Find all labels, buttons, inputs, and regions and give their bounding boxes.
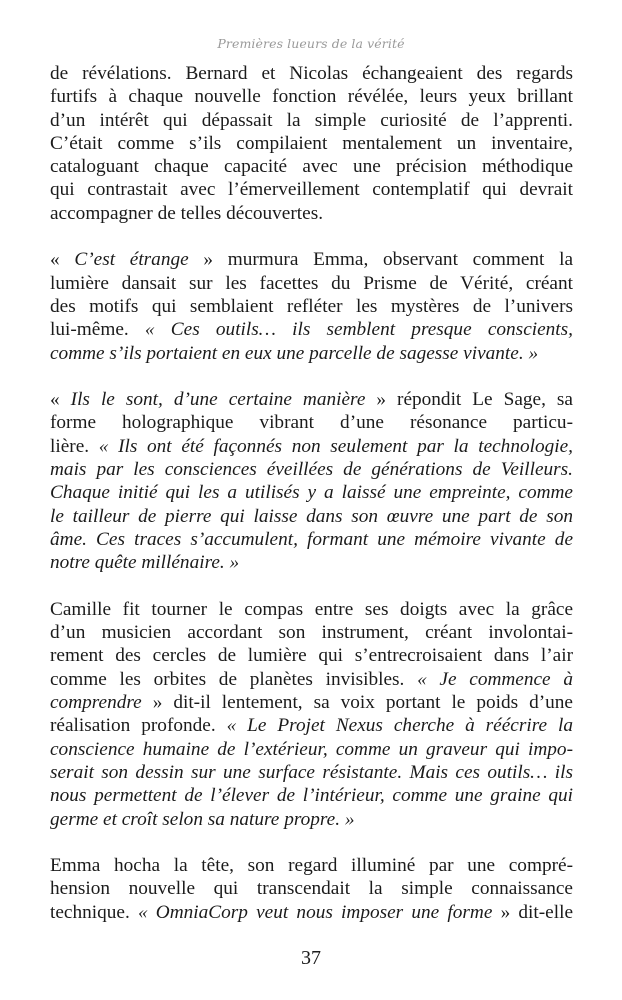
text-line (50, 761, 573, 784)
text-run: technique. (50, 901, 138, 923)
italic-text: serait son dessin sur une surface résistante. Mais ces outils… ils (50, 761, 573, 783)
text-run: des motifs qui semblaient refléter les mystères de l’univers (50, 295, 573, 317)
text-line (50, 505, 573, 528)
text-run: Emma hocha la tête, son regard illuminé par une compré- (50, 855, 573, 877)
text-line (50, 808, 573, 831)
text-run: d’un intérêt qui dépassait la simple curiosité de l’apprenti. (50, 109, 573, 131)
text-line (50, 155, 573, 178)
text-run: C’était comme s’ils compilaient mentalement un inventaire, (50, 132, 573, 154)
text-line (50, 318, 573, 341)
italic-text: « Ils ont été façonnés non seulement par la technologie, (98, 435, 573, 457)
text-run: lière. (50, 435, 99, 457)
text-run: accompagner de telles découvertes. (50, 202, 324, 224)
text-line (50, 738, 573, 761)
italic-text: germe et croît selon sa nature propre. » (50, 808, 355, 830)
text-run: » dit-il lentement, sa voix portant le poids d’une (141, 692, 573, 714)
text-line (50, 272, 573, 295)
italic-text: mais par les consciences éveillées de générations de Veilleurs. (50, 459, 573, 481)
page-number: 37 (301, 947, 321, 969)
italic-text: le tailleur de pierre qui laisse dans son œuvre une part de son (50, 505, 573, 527)
text-line (50, 458, 573, 481)
text-line (50, 644, 573, 667)
text-run: qui contrastait avec l’émerveillement contemplatif qui devrait (50, 179, 573, 201)
text-line (50, 714, 573, 737)
text-line (50, 551, 573, 574)
text-run: d’un musicien accordant son instrument, créant involontai- (50, 622, 573, 644)
text-line (50, 202, 573, 225)
text-line (50, 621, 573, 644)
text-run: de révélations. Bernard et Nicolas échangeaient des regards (50, 63, 573, 84)
text-line (50, 784, 573, 807)
text-line (50, 62, 573, 85)
text-run: lui-même. (50, 319, 145, 341)
italic-text: Ils le sont, d’une certaine manière (70, 389, 366, 411)
text-line (50, 528, 573, 551)
text-line (50, 901, 573, 924)
italic-text: « Ces outils… ils semblent presque conscients, (144, 319, 573, 341)
text-run: » murmura Emma, observant comment la (188, 249, 574, 271)
text-line (50, 295, 573, 318)
text-line (50, 435, 573, 458)
text-line (50, 854, 573, 877)
italic-text: Chaque initié qui les a utilisés y a laissé une empreinte, comme (50, 482, 573, 504)
italic-text: âme. Ces traces s’accumulent, formant une mémoire vivante de (50, 528, 573, 550)
text-line (50, 388, 573, 411)
text-line (50, 342, 573, 365)
italic-text: notre quête millénaire. » (50, 552, 240, 574)
italic-text: « OmniaCorp veut nous imposer une forme (137, 901, 493, 923)
italic-text: « Le Projet Nexus cherche à réécrire la (226, 715, 573, 737)
paragraph (50, 854, 573, 924)
text-line (50, 109, 573, 132)
text-run: forme holographique vibrant d’une résonance particu- (50, 412, 573, 434)
text-line (50, 178, 573, 201)
text-line (50, 668, 573, 691)
paragraph (50, 388, 573, 574)
paragraph (50, 62, 573, 225)
text-run: lumière dansait sur les facettes du Prisme de Vérité, créant (50, 272, 573, 294)
text-line (50, 598, 573, 621)
text-run: comme les orbites de planètes invisibles. (50, 668, 418, 690)
text-line (50, 411, 573, 434)
text-line (50, 481, 573, 504)
text-line (50, 691, 573, 714)
text-run: furtifs à chaque nouvelle fonction révélée, leurs yeux brillant (50, 86, 573, 108)
text-run: rement des cercles de lumière qui s’entrecroisaient dans l’air (50, 645, 573, 667)
text-run: réalisation profonde. (50, 715, 227, 737)
italic-text: conscience humaine de l’extérieur, comme un graveur qui impo- (50, 738, 573, 760)
paragraph (50, 248, 573, 364)
text-run: » dit-elle (492, 901, 574, 923)
italic-text: nous permettent de l’élever de l’intérieur, comme une graine qui (50, 785, 573, 807)
text-run: cataloguant chaque capacité avec une précision méthodique (50, 156, 573, 178)
text-run: hension nouvelle qui transcendait la simple connaissance (50, 878, 573, 900)
text-run: Camille fit tourner le compas entre ses doigts avec la grâce (50, 598, 573, 620)
text-run: « (50, 389, 71, 411)
italic-text: « Je commence à (417, 668, 573, 690)
text-run: » répondit Le Sage, sa (365, 389, 573, 411)
text-line (50, 248, 573, 271)
paragraph (50, 598, 573, 831)
italic-text: C’est étrange (74, 249, 189, 271)
running-head: Premières lueurs de la vérité (217, 36, 405, 51)
italic-text: comprendre (50, 692, 142, 714)
text-run: « (50, 249, 75, 271)
italic-text: comme s’ils portaient en eux une parcelle de sagesse vivante. » (50, 342, 539, 364)
body-text (50, 62, 573, 947)
text-line (50, 877, 573, 900)
text-line (50, 85, 573, 108)
text-line (50, 132, 573, 155)
